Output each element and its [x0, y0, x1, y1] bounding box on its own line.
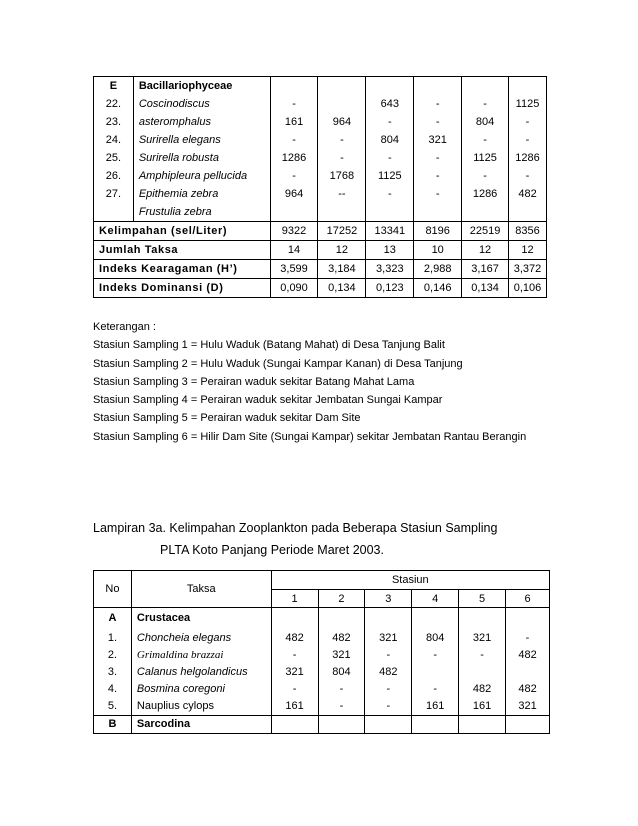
summary-row: Jumlah Taksa 14 12 13 10 12 12 — [94, 241, 547, 260]
summary-row: Indeks Kearagaman (H’) 3,599 3,184 3,323 2,988 3,167 3,372 — [94, 260, 547, 279]
appendix-title — [93, 517, 497, 561]
taxon-name: Choncheia elegans — [136, 631, 232, 644]
notes-heading: Keterangan : — [93, 321, 156, 333]
summary-label: Indeks Kearagaman (H’) — [94, 260, 271, 279]
taxon-name: Calanus helgolandicus — [136, 665, 248, 678]
table-row: 26. Amphipleura pellucida - 1768 1125 - - - — [94, 167, 547, 185]
note-line: Stasiun Sampling 4 = Perairan waduk sekitar Jembatan Sungai Kampar — [93, 394, 443, 407]
table-row: Frustulia zebra — [94, 203, 547, 222]
group-name: Crustacea — [131, 608, 271, 628]
group-code: B — [94, 715, 132, 733]
summary-label: Jumlah Taksa — [94, 241, 271, 260]
taxon-name: Nauplius cylops — [136, 699, 214, 712]
appendix-title-line1: Lampiran 3a. Kelimpahan Zooplankton pada Beberapa Stasiun Sampling — [93, 521, 498, 535]
group-code: A — [94, 608, 132, 628]
taxon-name: Bosmina coregoni — [136, 682, 225, 695]
header-station-1: 1 — [271, 590, 318, 608]
note-line: Stasiun Sampling 1 = Hulu Waduk (Batang Mahat) di Desa Tanjung Balit — [93, 339, 445, 352]
table-row: 22. Coscinodiscus - 643 - - 1125 — [94, 95, 547, 113]
group-name: Bacillariophyceae — [133, 77, 270, 96]
abundance-table-phytoplankton — [93, 76, 547, 298]
summary-label: Kelimpahan (sel/Liter) — [94, 222, 271, 241]
station-notes — [93, 318, 526, 446]
group-name: Sarcodina — [131, 715, 271, 733]
header-station-2: 2 — [318, 590, 365, 608]
header-station-4: 4 — [412, 590, 459, 608]
table-row: 27. Epithemia zebra 964 -- - - 1286 482 — [94, 185, 547, 203]
summary-label: Indeks Dominansi (D) — [94, 279, 271, 298]
table-row: 23. asteromphalus 161 964 - - 804 - — [94, 113, 547, 131]
summary-row: Indeks Dominansi (D) 0,090 0,134 0,123 0,146 0,134 0,106 — [94, 279, 547, 298]
taxa-block: 1. 2. 3. 4. 5. Choncheia elegans Grimaldina brazzai Calanus helgolandicus Bosmina coregoni Nauplius cylops 482 - 321 - 161 482 321 804 - - 321 - 482 - - 804 - - 161 321 - 482 161 - 482 482 321 — [94, 628, 550, 716]
taxon-name: Grimaldina brazzai — [136, 648, 224, 661]
header-no: No — [94, 571, 132, 608]
group-code: E — [94, 77, 134, 96]
table-row: 24. Surirella elegans - - 804 321 - - — [94, 131, 547, 149]
header-station-5: 5 — [459, 590, 506, 608]
abundance-table-zooplankton — [93, 570, 550, 734]
header-station-3: 3 — [365, 590, 412, 608]
header-station-6: 6 — [506, 590, 550, 608]
note-line: Stasiun Sampling 6 = Hilir Dam Site (Sungai Kampar) sekitar Jembatan Rantau Berangin — [93, 430, 527, 443]
header-stasiun: Stasiun — [271, 571, 549, 590]
table-row: 25. Surirella robusta 1286 - - - 1125 1286 — [94, 149, 547, 167]
header-taksa: Taksa — [131, 571, 271, 608]
note-line: Stasiun Sampling 2 = Hulu Waduk (Sungai Kampar Kanan) di Desa Tanjung — [93, 357, 463, 370]
note-line: Stasiun Sampling 5 = Perairan waduk sekitar Dam Site — [93, 412, 361, 425]
appendix-title-line2: PLTA Koto Panjang Periode Maret 2003. — [160, 543, 384, 557]
note-line: Stasiun Sampling 3 = Perairan waduk sekitar Batang Mahat Lama — [93, 375, 415, 388]
summary-row: Kelimpahan (sel/Liter) 9322 17252 13341 8196 22519 8356 — [94, 222, 547, 241]
